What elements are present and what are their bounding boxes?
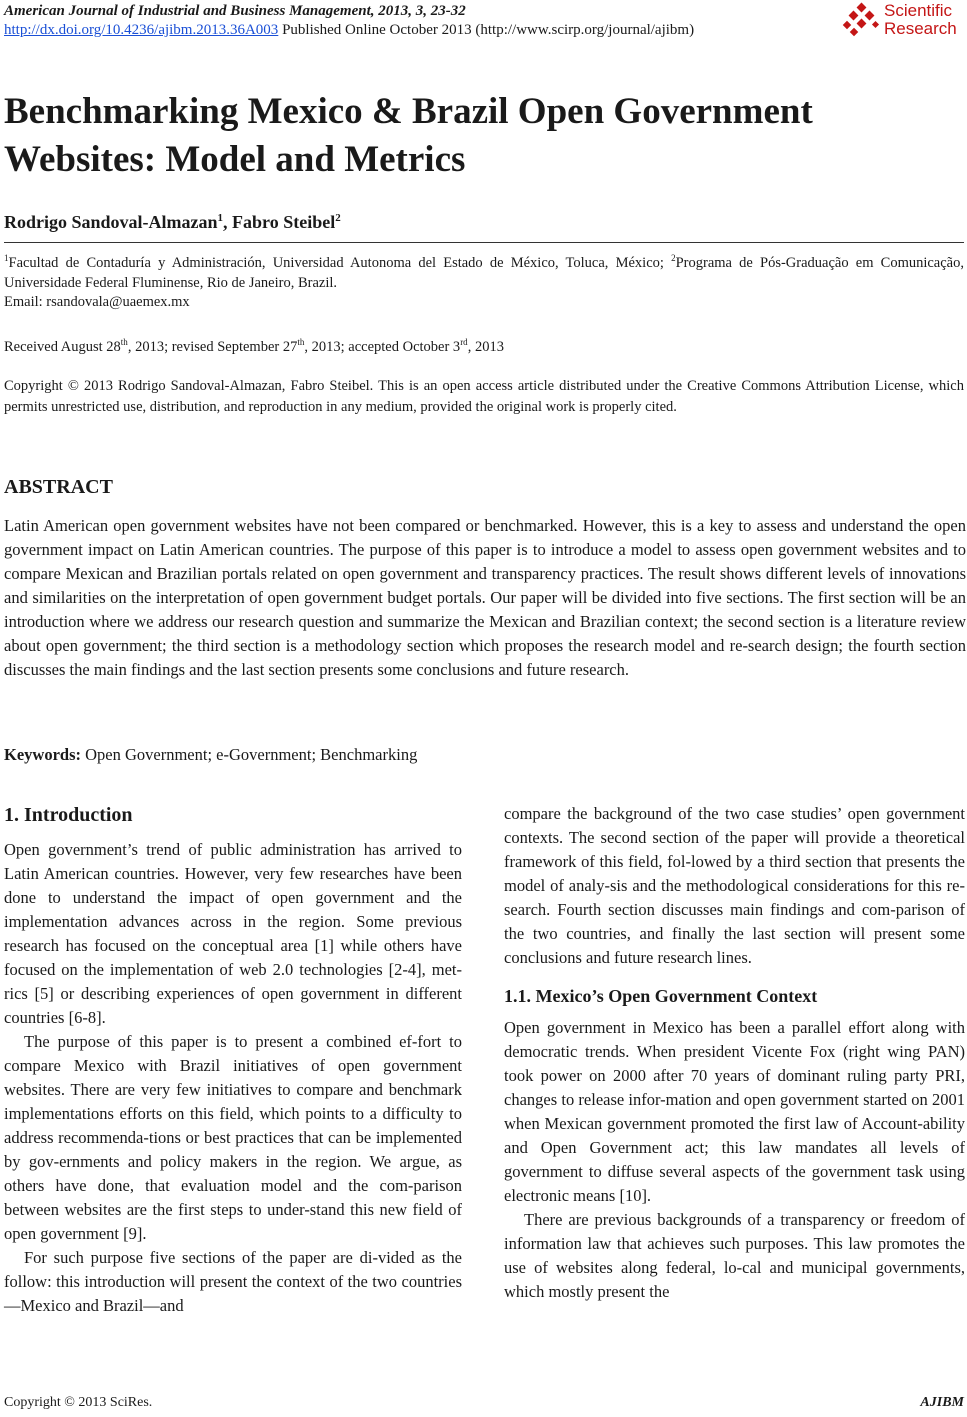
abstract-body: Latin American open government websites have not been compared or benchmarked. However, this is a key to assess and understand the open government impact on Latin American countries. The purpose of this paper is to introduce a model to assess open government websites and to compare Mexican and Brazilian portals related on open government and transparency practices. The result shows different levels of innovations and similarities on the interpretation of open government budget portals. Our paper will be divided into five sections. The first section will be an introduction where we address our research question and summarize the Mexican and Brazilian context; the second section is a literature review about open government; the third section is a methodology section which proposes the research model and re-search design; the fourth section discusses the main findings and the last section presents some conclusions and future research. — [4, 516, 966, 679]
author-name: Rodrigo Sandoval-Almazan — [4, 212, 218, 232]
paragraph: There are previous backgrounds of a transparency or freedom of information law that achieves such purposes. This law promotes the use of websites along federal, lo-cal and municipal governments, which mostly present the — [504, 1210, 965, 1301]
logo-wordmark — [884, 2, 957, 38]
affil-mark: 2 — [671, 253, 676, 263]
received-dates — [4, 337, 504, 356]
paragraph: Open government’s trend of public administration has arrived to Latin American countries. However, very few researches have been done to understand the impact of open government and the implementation advances across in the region. Some previous research has focused on the conceptual area [1] while others have focused on the implementation of web 2.0 technologies [2-4], met-rics [5] or describing experiences of open government in different countries [6-8]. — [4, 840, 462, 1027]
ordinal-suffix: th — [120, 337, 128, 347]
keywords — [4, 745, 417, 765]
received-text: Received August 28 — [4, 338, 121, 355]
subsection-heading-mexico: 1.1. Mexico’s Open Government Context — [504, 986, 818, 1006]
left-column — [4, 802, 462, 1318]
authors — [4, 212, 341, 233]
abstract-heading: ABSTRACT — [4, 476, 113, 498]
ordinal-suffix: th — [297, 337, 305, 347]
author-affil-mark: 1 — [217, 212, 224, 224]
author-separator: , — [223, 212, 233, 232]
journal-line — [4, 2, 694, 21]
paragraph: compare the background of the two case studies’ open government contexts. The second section of the paper will provide a theoretical framework of this field, fol-lowed by a third section that presents the model of analy-sis and the methodological considerations for this re-search. Fourth section discusses main findings and com-parison of the two countries, and finally the last section will present some conclusions and future research lines. — [504, 804, 965, 967]
author-name: Fabro Steibel — [232, 212, 336, 232]
keywords-list: Open Government; e-Government; Benchmarking — [81, 745, 418, 764]
logo-word-2: Research — [884, 19, 957, 38]
year-text: , 2013 — [467, 338, 504, 355]
journal-name: American Journal of Industrial and Business Management — [4, 3, 371, 19]
logo-word-1: Scientific — [884, 1, 953, 20]
volume-info: , 2013, 3, 23-32 — [370, 3, 466, 19]
revised-text: , 2013; revised September 27 — [127, 338, 298, 355]
title-divider — [4, 242, 964, 243]
page-footer — [4, 1395, 964, 1411]
author-affil-mark: 2 — [335, 212, 341, 224]
right-column — [504, 802, 965, 1304]
affiliation-2: Programa de Pós-Graduação em Comunicação, Universidade Federal Fluminense, Rio de Janeiro, Brazil. — [4, 254, 964, 291]
paragraph: The purpose of this paper is to present a combined ef-fort to compare Mexico with Brazil initiatives of open government websites. There are very few initiatives to compare and benchmark implementations efforts on this field, which points to a difficulty to address recommenda-tions or best practices that can be implemented by gov-ernments and policy makers in the region. We argue, as others have done, that evaluation model and the com-parison between websites are the first steps to under-stand this new field of open government [9]. — [4, 1032, 462, 1243]
footer-copyright: Copyright © 2013 SciRes. — [4, 1395, 153, 1410]
section-heading-introduction: 1. Introduction — [4, 804, 133, 826]
footer-journal-abbrev: AJIBM — [920, 1395, 964, 1410]
publisher-logo-icon — [842, 2, 882, 40]
ordinal-suffix: rd — [460, 337, 468, 347]
doi-line — [4, 21, 694, 40]
paper-title: Benchmarking Mexico & Brazil Open Government Websites: Model and Metrics — [4, 91, 813, 180]
accepted-text: , 2013; accepted October 3 — [304, 338, 461, 355]
scientific-research-logo — [842, 0, 967, 42]
copyright-notice: Copyright © 2013 Rodrigo Sandoval-Almazan, Fabro Steibel. This is an open access article distributed under the Creative Commons Attribution License, which permits unrestricted use, distribution, and reproduction in any medium, provided the original work is properly cited. — [4, 378, 964, 415]
paragraph: For such purpose five sections of the paper are di-vided as the follow: this introduction will present the context of the two countries—Mexico and Brazil—and — [4, 1248, 462, 1315]
author-email: Email: rsandovala@uaemex.mx — [4, 294, 190, 310]
paragraph: Open government in Mexico has been a parallel effort along with democratic trends. When president Vicente Fox (right wing PAN) took power on 2000 after 70 years of dominant ruling party PRI, changes to release infor-mation and open government started on 2001 when Mexican government promoted the first law of Account-ability and Open Government act; this law mandates all levels of government to diffuse several aspects of the government task using electronic means [10]. — [504, 1018, 965, 1205]
affiliations — [4, 248, 964, 293]
published-info: Published Online October 2013 (http://www.scirp.org/journal/ajibm) — [278, 22, 695, 38]
running-header — [4, 2, 694, 40]
affil-mark: 1 — [4, 253, 9, 263]
doi-link[interactable]: http://dx.doi.org/10.4236/ajibm.2013.36A003 — [4, 22, 279, 38]
keywords-label: Keywords: — [4, 745, 81, 764]
affiliation-1: Facultad de Contaduría y Administración, Universidad Autonoma del Estado de México, Toluca, México; — [8, 254, 672, 271]
